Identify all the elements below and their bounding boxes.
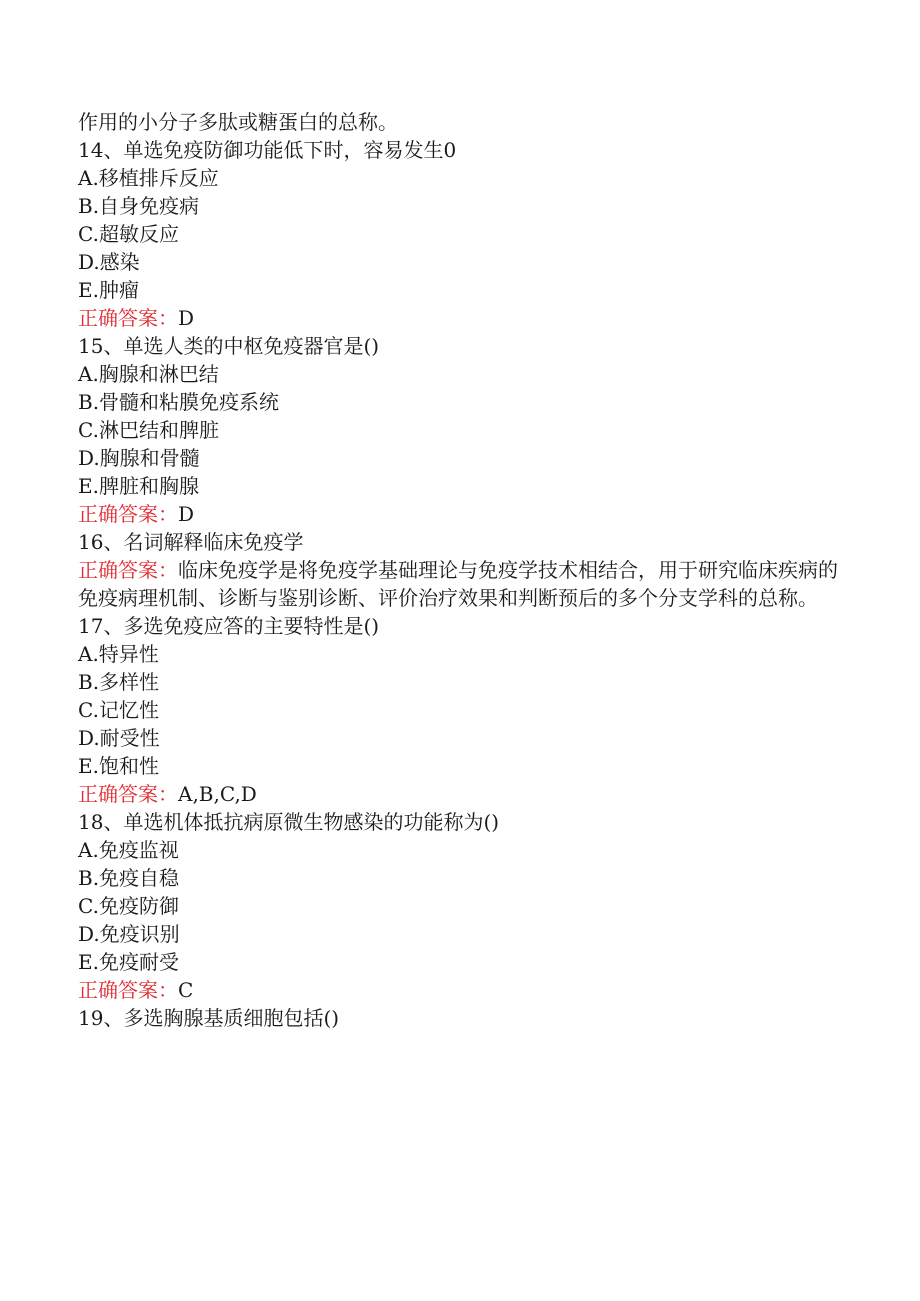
question-title: 18、单选机体抵抗病原微生物感染的功能称为() — [78, 810, 500, 834]
continuation-text: 作用的小分子多肽或糖蛋白的总称。 — [78, 110, 398, 134]
question-15 — [78, 332, 838, 528]
answer-value: A,B,C,D — [178, 782, 257, 806]
question-title: 14、单选免疫防御功能低下时，容易发生0 — [78, 138, 457, 162]
answer-line — [78, 780, 838, 808]
question-title: 15、单选人类的中枢免疫器官是() — [78, 334, 380, 358]
option-d: D.感染 — [78, 250, 140, 274]
question-title: 16、名词解释临床免疫学 — [78, 530, 304, 554]
answer-line — [78, 304, 838, 332]
answer-label: 正确答案： — [78, 306, 178, 330]
question-title: 17、多选免疫应答的主要特性是() — [78, 614, 380, 638]
option-a: A.胸腺和淋巴结 — [78, 362, 219, 386]
option-a: A.特异性 — [78, 642, 159, 666]
option-d: D.免疫识别 — [78, 922, 180, 946]
option-a: A.移植排斥反应 — [78, 166, 219, 190]
option-c: C.免疫防御 — [78, 894, 179, 918]
option-d: D.耐受性 — [78, 726, 160, 750]
option-e: E.肿瘤 — [78, 278, 139, 302]
option-b: B.免疫自稳 — [78, 866, 180, 890]
answer-value: 临床免疫学是将免疫学基础理论与免疫学技术相结合，用于研究临床疾病的免疫病理机制、诊断与鉴别诊断、评价治疗效果和判断预后的多个分支学科的总称。 — [78, 558, 838, 610]
answer-label: 正确答案： — [78, 558, 178, 582]
answer-label: 正确答案： — [78, 978, 178, 1002]
option-b: B.骨髓和粘膜免疫系统 — [78, 390, 280, 414]
answer-value: D — [178, 502, 195, 526]
question-16 — [78, 528, 838, 612]
question-title: 19、多选胸腺基质细胞包括() — [78, 1006, 340, 1030]
option-b: B.自身免疫病 — [78, 194, 200, 218]
question-19 — [78, 1004, 838, 1032]
answer-label: 正确答案： — [78, 782, 178, 806]
option-c: C.记忆性 — [78, 698, 159, 722]
option-c: C.淋巴结和脾脏 — [78, 418, 219, 442]
option-e: E.免疫耐受 — [78, 950, 179, 974]
answer-label: 正确答案： — [78, 502, 178, 526]
document-body — [78, 108, 838, 1032]
option-e: E.脾脏和胸腺 — [78, 474, 199, 498]
answer-value: C — [178, 978, 194, 1002]
option-d: D.胸腺和骨髓 — [78, 446, 200, 470]
question-18 — [78, 808, 838, 1004]
option-c: C.超敏反应 — [78, 222, 179, 246]
answer-line — [78, 500, 838, 528]
option-b: B.多样性 — [78, 670, 160, 694]
option-e: E.饱和性 — [78, 754, 159, 778]
answer-line — [78, 976, 838, 1004]
option-a: A.免疫监视 — [78, 838, 179, 862]
answer-line — [78, 556, 838, 612]
question-14 — [78, 136, 838, 332]
question-17 — [78, 612, 838, 808]
answer-value: D — [178, 306, 195, 330]
